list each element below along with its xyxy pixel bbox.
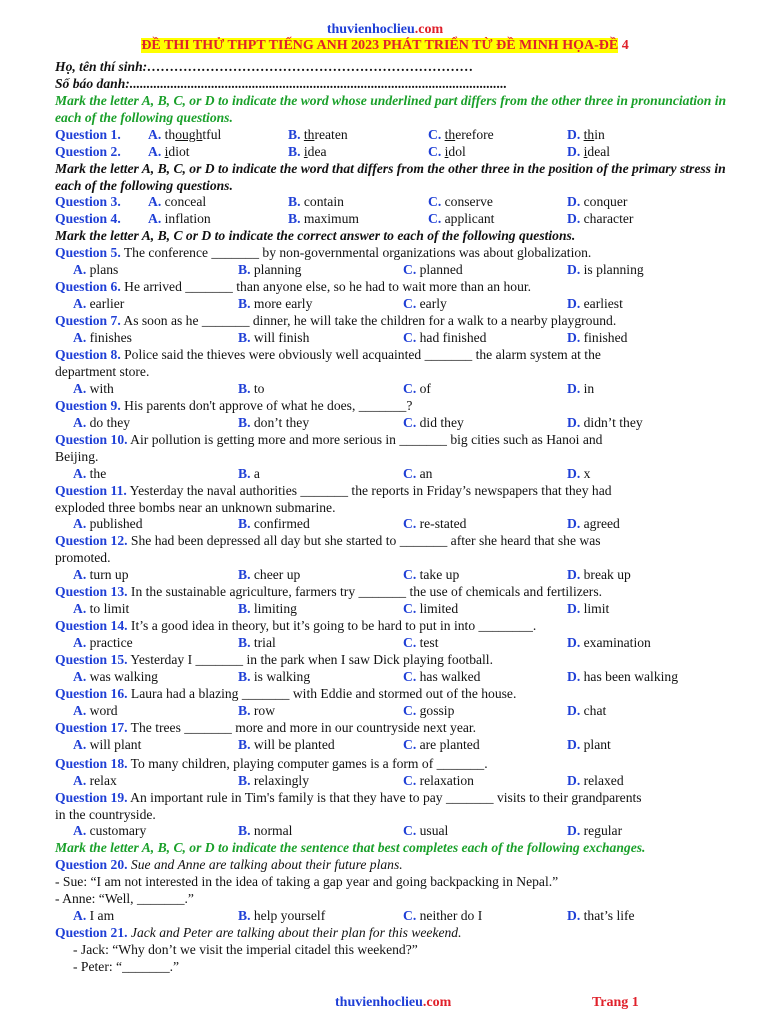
option-d[interactable]: D. conquer	[567, 194, 628, 210]
option-c[interactable]: C. relaxation	[403, 772, 474, 788]
instruction-stress: Mark the letter A, B, C, or D to indicate the word that differs from the other three in the position of the primary stress in each of the following questions.	[55, 160, 726, 193]
option-d[interactable]: D. ideal	[567, 143, 611, 159]
question-19-stem-cont: in the countryside.	[55, 806, 156, 822]
exam-title-text: ĐỀ THI THỬ THPT TIẾNG ANH 2023 PHÁT TRIỂN TỪ ĐỀ MINH HỌA-ĐỀ	[141, 38, 619, 53]
option-a[interactable]: A. customary	[73, 823, 147, 839]
question-20-line-2: - Anne: “Well, _______.”	[55, 891, 194, 907]
option-a[interactable]: A. was walking	[73, 668, 158, 684]
option-c[interactable]: C. an	[403, 465, 433, 481]
option-a[interactable]: A. do they	[73, 414, 131, 430]
option-b[interactable]: B. confirmed	[238, 516, 310, 532]
option-a[interactable]: A. inflation	[148, 211, 211, 227]
question-20-stem: Question 20. Sue and Anne are talking about their future plans.	[55, 857, 403, 873]
question-21-line-2: - Peter: “_______.”	[73, 958, 180, 974]
site-name[interactable]: thuvienhoclieu	[326, 22, 415, 37]
question-20-options	[55, 908, 735, 925]
question-9-stem: Question 9. His parents don't approve of what he does, _______?	[55, 397, 413, 413]
option-d[interactable]: D. thin	[567, 126, 605, 142]
question-7-stem: Question 7. As soon as he _______ dinner, he will take the children for a walk to a nearby playground.	[55, 313, 617, 329]
option-a[interactable]: A. plans	[73, 262, 119, 278]
option-c[interactable]: C. idol	[428, 143, 466, 159]
option-d[interactable]: D. plant	[567, 736, 611, 752]
option-b[interactable]: B. contain	[288, 194, 344, 210]
exam-number: 4	[621, 38, 629, 53]
option-a[interactable]: A. earlier	[73, 296, 125, 312]
question-11-stem-cont: exploded three bombs near an unknown submarine.	[55, 499, 336, 515]
question-21-stem: Question 21. Jack and Peter are talking about their plan for this weekend.	[55, 925, 462, 941]
option-b[interactable]: B. to	[238, 380, 265, 396]
question-7-options	[55, 330, 735, 347]
question-3	[55, 194, 735, 211]
option-c[interactable]: C. usual	[403, 823, 449, 839]
option-d[interactable]: D. has been walking	[567, 668, 678, 684]
question-6-options	[55, 296, 735, 313]
option-d[interactable]: D. didn’t they	[567, 414, 643, 430]
option-a[interactable]: A. thoughtful	[148, 126, 222, 142]
option-b[interactable]: B. trial	[238, 635, 276, 651]
student-name-line	[55, 59, 735, 76]
option-d[interactable]: D. character	[567, 211, 634, 227]
option-a[interactable]: A. practice	[73, 635, 133, 651]
option-c[interactable]: C. neither do I	[403, 908, 483, 924]
question-5-stem: Question 5. The conference _______ by non-governmental organizations was about globalization.	[55, 245, 592, 261]
option-d[interactable]: D. in	[567, 380, 595, 396]
question-8-stem: Question 8. Police said the thieves were obviously well acquainted _______ the alarm system at the	[55, 347, 601, 363]
option-c[interactable]: C. had finished	[403, 330, 487, 346]
option-a[interactable]: A. will plant	[73, 736, 142, 752]
option-c[interactable]: C. has walked	[403, 668, 481, 684]
option-a[interactable]: A. to limit	[73, 601, 130, 617]
question-8-options	[55, 381, 735, 398]
option-c[interactable]: C. gossip	[403, 702, 455, 718]
option-c[interactable]: C. early	[403, 296, 447, 312]
question-16-options	[55, 703, 735, 720]
question-12-options	[55, 567, 735, 584]
question-11-options	[55, 516, 735, 533]
option-b[interactable]: B. cheer up	[238, 567, 301, 583]
student-id-line	[55, 76, 735, 93]
option-d[interactable]: D. earliest	[567, 296, 623, 312]
question-10-stem-cont: Beijing.	[55, 448, 99, 464]
page-number: Trang 1	[592, 995, 639, 1010]
question-5-options	[55, 262, 735, 279]
option-d[interactable]: D. finished	[567, 330, 628, 346]
option-a[interactable]: A. with	[73, 380, 114, 396]
exam-title	[0, 38, 770, 54]
option-c[interactable]: C. are planted	[403, 736, 480, 752]
option-b[interactable]: B. idea	[288, 143, 327, 159]
option-c[interactable]: C. re-stated	[403, 516, 467, 532]
question-17-stem: Question 17. The trees _______ more and more in our countryside next year.	[55, 719, 477, 735]
question-4	[55, 211, 735, 228]
option-a[interactable]: A. I am	[73, 908, 115, 924]
option-b[interactable]: B. a	[238, 465, 260, 481]
option-c[interactable]: C. of	[403, 380, 431, 396]
option-c[interactable]: C. therefore	[428, 126, 494, 142]
option-c[interactable]: C. applicant	[428, 211, 495, 227]
option-b[interactable]: B. help yourself	[238, 908, 326, 924]
option-d[interactable]: D. break up	[567, 567, 631, 583]
option-d[interactable]: D. is planning	[567, 262, 644, 278]
question-20-line-1: - Sue: “I am not interested in the idea of taking a gap year and going backpacking in Nepal.”	[55, 874, 559, 890]
question-15-options	[55, 669, 735, 686]
footer-site[interactable]: thuvienhoclieu.com	[335, 995, 452, 1010]
option-b[interactable]: B. don’t they	[238, 414, 310, 430]
option-a[interactable]: A. relax	[73, 772, 117, 788]
instruction-pronunciation: Mark the letter A, B, C, or D to indicate the word whose underlined part differs from the other three in pronunciation in each of the following questions.	[55, 92, 727, 125]
option-a[interactable]: A. the	[73, 465, 107, 481]
question-12-stem: Question 12. She had been depressed all day but she started to _______ after she heard that she was	[55, 533, 601, 549]
option-d[interactable]: D. x	[567, 465, 591, 481]
option-a[interactable]: A. word	[73, 702, 118, 718]
question-19-options	[55, 823, 735, 840]
option-a[interactable]: A. conceal	[148, 194, 207, 210]
option-b[interactable]: B. more early	[238, 296, 313, 312]
option-c[interactable]: C. conserve	[428, 194, 493, 210]
question-16-stem: Question 16. Laura had a blazing _______ with Eddie and stormed out of the house.	[55, 685, 517, 701]
option-a[interactable]: A. published	[73, 516, 143, 532]
option-b[interactable]: B. row	[238, 702, 276, 718]
question-10-stem: Question 10. Air pollution is getting more and more serious in _______ big cities such as Hanoi and	[55, 431, 603, 447]
option-b[interactable]: B. limiting	[238, 601, 297, 617]
question-14-options	[55, 635, 735, 652]
student-name-dots: ………………………………………………………………	[147, 59, 474, 74]
question-2	[55, 144, 735, 161]
instruction-grammar: Mark the letter A, B, C or D to indicate the correct answer to each of the following questions.	[55, 228, 576, 244]
option-c[interactable]: C. take up	[403, 567, 460, 583]
question-17-options	[55, 737, 735, 754]
option-a[interactable]: A. turn up	[73, 567, 129, 583]
option-b[interactable]: B. maximum	[288, 211, 360, 227]
question-6-stem: Question 6. He arrived _______ than anyone else, so he had to wait more than an hour.	[55, 279, 532, 295]
site-header	[0, 22, 770, 38]
question-13-options	[55, 601, 735, 618]
option-c[interactable]: C. planned	[403, 262, 463, 278]
question-11-stem: Question 11. Yesterday the naval authorities _______ the reports in Friday’s newspapers that they had	[55, 482, 612, 498]
option-a[interactable]: A. finishes	[73, 330, 132, 346]
student-id-dots: ...............................................................................................................	[129, 75, 508, 91]
option-b[interactable]: B. threaten	[288, 126, 348, 142]
site-domain[interactable]: .com	[414, 22, 444, 37]
question-10-options	[55, 466, 735, 483]
exam-content	[55, 59, 735, 976]
option-b[interactable]: B. is walking	[238, 668, 311, 684]
option-d[interactable]: D. chat	[567, 702, 607, 718]
question-12-stem-cont: promoted.	[55, 550, 111, 566]
question-15-stem: Question 15. Yesterday I _______ in the park when I saw Dick playing football.	[55, 652, 493, 668]
question-18-options	[55, 773, 735, 790]
option-a[interactable]: A. idiot	[148, 143, 190, 159]
question-1	[55, 127, 735, 144]
option-d[interactable]: D. that’s life	[567, 908, 635, 924]
question-21-line-1: - Jack: “Why don’t we visit the imperial citadel this weekend?”	[73, 942, 418, 957]
option-c[interactable]: C. did they	[403, 414, 464, 430]
student-id-label: Số báo danh:	[55, 75, 130, 91]
question-18-stem: Question 18. To many children, playing computer games is a form of _______.	[55, 755, 488, 771]
question-14-stem: Question 14. It’s a good idea in theory, but it’s going to be hard to put in into ________.	[55, 618, 537, 634]
question-19-stem: Question 19. An important rule in Tim's family is that they have to pay _______ visits to their grandparents	[55, 789, 642, 805]
option-b[interactable]: B. will finish	[238, 330, 310, 346]
question-label: Question 4.	[55, 211, 121, 227]
instruction-exchange: Mark the letter A, B, C, or D to indicate the sentence that best completes each of the following exchanges.	[55, 840, 646, 856]
question-9-options	[55, 415, 735, 432]
option-d[interactable]: D. limit	[567, 601, 610, 617]
question-13-stem: Question 13. In the sustainable agriculture, farmers try _______ the use of chemicals and fertilizers.	[55, 584, 603, 600]
option-d[interactable]: D. relaxed	[567, 772, 624, 788]
option-c[interactable]: C. limited	[403, 601, 459, 617]
option-b[interactable]: B. relaxingly	[238, 772, 309, 788]
option-d[interactable]: D. regular	[567, 823, 623, 839]
question-label: Question 2.	[55, 143, 121, 159]
option-c[interactable]: C. test	[403, 635, 439, 651]
option-d[interactable]: D. agreed	[567, 516, 620, 532]
question-label: Question 1.	[55, 126, 121, 142]
question-8-stem-cont: department store.	[55, 363, 150, 379]
option-b[interactable]: B. planning	[238, 262, 302, 278]
option-d[interactable]: D. examination	[567, 635, 651, 651]
question-label: Question 3.	[55, 194, 121, 210]
option-b[interactable]: B. normal	[238, 823, 293, 839]
student-name-label: Họ, tên thí sinh:	[55, 59, 148, 74]
option-b[interactable]: B. will be planted	[238, 736, 335, 752]
